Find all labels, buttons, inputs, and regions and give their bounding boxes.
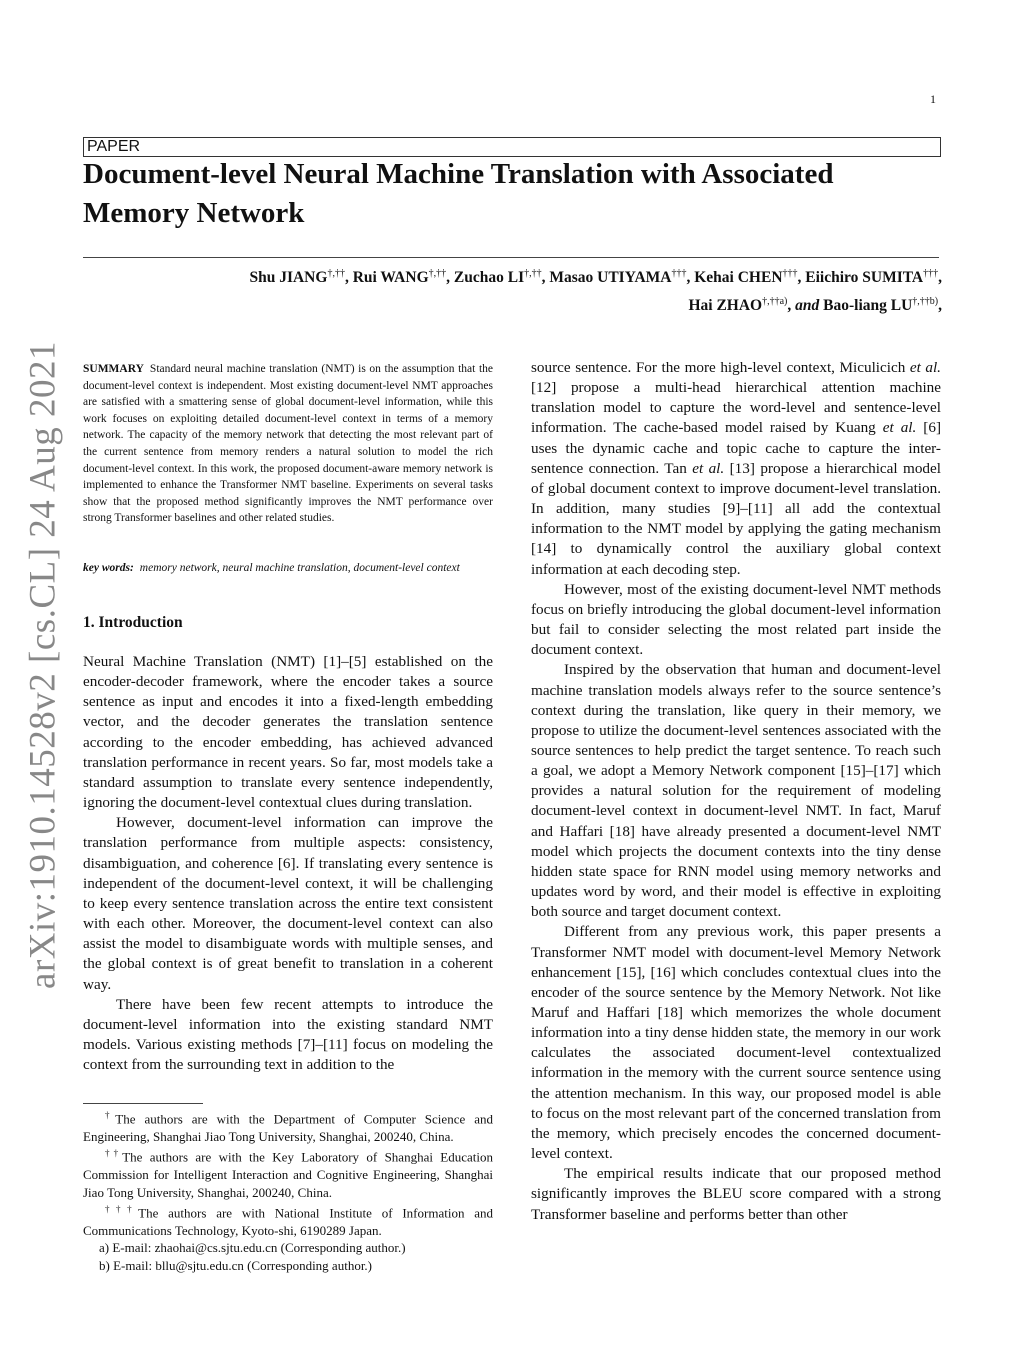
footnote-affiliation: †††The authors are with National Institute of Information and Communications Technology, Kyoto-shi, 6190289 Japan. <box>83 1204 494 1238</box>
author-affiliation-mark: ††† <box>671 268 687 279</box>
author-name: Rui WANG <box>352 269 429 287</box>
body-paragraph: There have been few recent attempts to introduce the document-level information into the existing standard NMT models. Various existing methods [7]–[11] focus on modeling the context from the surrounding text in addition to the <box>83 995 493 1074</box>
body-paragraph: However, document-level information can improve the translation performance from multiple aspects: consistency, disambiguation, and coherence [6]. If translating every sentence is independent of the document-level context, it will be challenging to keep every sentence translation across the entire text consistent with each other. Moreover, the document-level context can also assist the model to disambiguate words with multiple senses, and the global context is of great benefit to translation in a coherent way. <box>83 814 493 993</box>
body-paragraph: source sentence. For the more high-level context, Miculicich et al. [12] propose a multi-head hierarchical attention machine translation model to capture the word-level and sentence-level information. The cache-based model raised by Kuang et al. [6] uses the dynamic cache and topic cache to capture the inter-sentence connection. Tan et al. [13] propose a hierarchical model of global document context to improve document-level translation. In addition, many studies [9]–[11] all add the contextual information to the NMT model by applying the gating mechanism [14] to dynamically control the auxiliary global context information at each decoding step. <box>531 359 941 578</box>
footnotes <box>83 1107 493 1274</box>
author-affiliation-mark: ††† <box>923 268 939 279</box>
paper-type-box <box>83 137 941 157</box>
footnote-email: a) E-mail: zhaohai@cs.sjtu.edu.cn (Corresponding author.) <box>99 1240 406 1256</box>
author-name: Eiichiro SUMITA <box>805 269 924 287</box>
abstract <box>83 361 493 527</box>
author-name: Shu JIANG <box>249 269 328 287</box>
paper-type-label: PAPER <box>87 138 141 155</box>
arxiv-sidebar <box>3 341 83 989</box>
body-paragraph: Inspired by the observation that human and document-level machine translation models always refer to the source sentence’s context during the translation, like query in their memory, we propose to utilize the document-level sentences associated with the source sentences to help predict the target sentence. To reach such a goal, we adopt a Memory Network component [15]–[17] which provides a natural solution for the requirement of modeling document-level context in document-level NMT. In fact, Maruf and Haffari [18] have already presented a document-level NMT model which projects the document contexts into the tiny dense hidden state space for RNN model using memory networks and updates word by word, and their model is effective in exploiting both source and target document context. <box>531 661 941 921</box>
author-name: Bao-liang LU <box>823 297 913 315</box>
citation-etal: et al. <box>692 459 725 477</box>
keywords <box>83 560 493 577</box>
author-affiliation-mark: †,†† <box>524 268 542 279</box>
body-paragraph: The empirical results indicate that our proposed method significantly improves the BLEU score compared with a strong Transformer baseline and performs better than other <box>531 1165 941 1223</box>
author-affiliation-mark: †,††a) <box>762 296 788 308</box>
author-name: Zuchao LI <box>453 269 525 287</box>
arxiv-identifier: arXiv:1910.14528v2 [cs.CL] 24 Aug 2021 <box>22 341 64 989</box>
author-affiliation-mark: †,†† <box>327 268 345 279</box>
citation-etal: et al. <box>882 419 917 437</box>
author-affiliation-mark: †,††b) <box>912 296 939 308</box>
body-paragraph: Neural Machine Translation (NMT) [1]–[5] established on the encoder-decoder framework, where the encoder takes a source sentence as input and encodes it into a fixed-length embedding vector, and the decoder generates the translation sentence according to the encoder embedding, has achieved advanced translation performance in recent years. So far, most models take a standard assumption to translate every sentence independently, ignoring the document-level contextual clues during translation. <box>83 653 493 812</box>
footnote-mark: ††† <box>105 1204 139 1215</box>
section-heading-introduction: 1. Introduction <box>83 614 183 631</box>
footnote-email: b) E-mail: bllu@sjtu.edu.cn (Corresponding author.) <box>99 1257 373 1273</box>
title-rule <box>83 257 939 258</box>
author-list: Shu JIANG†,††, Rui WANG†,††, Zuchao LI†,††, Masao UTIYAMA†††, Kehai CHEN†††, Eiichiro SUMITA†††, Hai $ZHAO^{\dagger,\dagger\dagger a)}$, and Bao-liang $LU^{\dagger,\dagger\dagger b)}$, <box>249 268 942 315</box>
abstract-label: SUMMARY <box>83 363 144 375</box>
right-column-body <box>531 358 941 1225</box>
footnote-rule <box>83 1103 203 1104</box>
keywords-text: memory network, neural machine translation, document-level context <box>139 562 460 574</box>
author-name: Kehai CHEN <box>694 269 783 287</box>
footnote-affiliation: †The authors are with the Department of Computer Science and Engineering, Shanghai Jiao Tong University, Shanghai, 200240, China. <box>83 1110 494 1144</box>
author-affiliation-mark: ††† <box>782 268 798 279</box>
keywords-label: key words: <box>83 562 134 574</box>
footnote-mark: †† <box>105 1148 123 1159</box>
author-name: Masao UTIYAMA <box>549 269 672 287</box>
page-number: 1 <box>930 92 936 106</box>
body-paragraph: Different from any previous work, this paper presents a Transformer NMT model with document-level Memory Network enhancement [15], [16] which concludes contextual clues into the encoder of the source sentence by the Memory Network. Not like Maruf and Haffari [18] which memorizes the whole document information into a tiny dense hidden state, the memory in our work calculates the associated document-level contextualized information in the memory with the current source sentence using the attention mechanism. In this way, our proposed model is able to focus on the most relevant part of the concerned translation from the memory, which precisely encodes the concerned document-level context. <box>531 923 941 1163</box>
paper-title: Document-level Neural Machine Translation with Associated Memory Network <box>83 158 834 229</box>
left-column-body <box>83 652 493 1075</box>
footnote-mark: † <box>105 1110 116 1120</box>
abstract-text: Standard neural machine translation (NMT) is on the assumption that the document-level context is independent. Most existing document-level NMT approaches are satisfied with a smattering sense of global document-level information, while this work focuses on exploiting detailed document-level context in terms of a memory network. The capacity of the memory network that detecting the most relevant part of the current sentence from memory renders a natural solution to model the rich document-level context. In this work, the proposed document-aware memory network is implemented to enhance the Transformer NMT baseline. Experiments on several tasks show that the proposed method significantly improves the NMT performance over strong Transformer baselines and other related studies. <box>83 363 493 525</box>
footnote-affiliation: ††The authors are with the Key Laboratory of Shanghai Education Commission for Intelligent Interaction and Cognitive Engineering, Shanghai Jiao Tong University, Shanghai, 200240, China. <box>83 1148 494 1200</box>
author-conjunction: and <box>795 297 820 315</box>
citation-etal: et al. <box>909 359 941 376</box>
author-name: Hai ZHAO <box>688 297 763 315</box>
body-paragraph: However, most of the existing document-level NMT methods focus on briefly introducing the global document-level information but fail to consider selecting the most related part inside the document context. <box>531 580 941 659</box>
author-affiliation-mark: †,†† <box>428 268 447 279</box>
